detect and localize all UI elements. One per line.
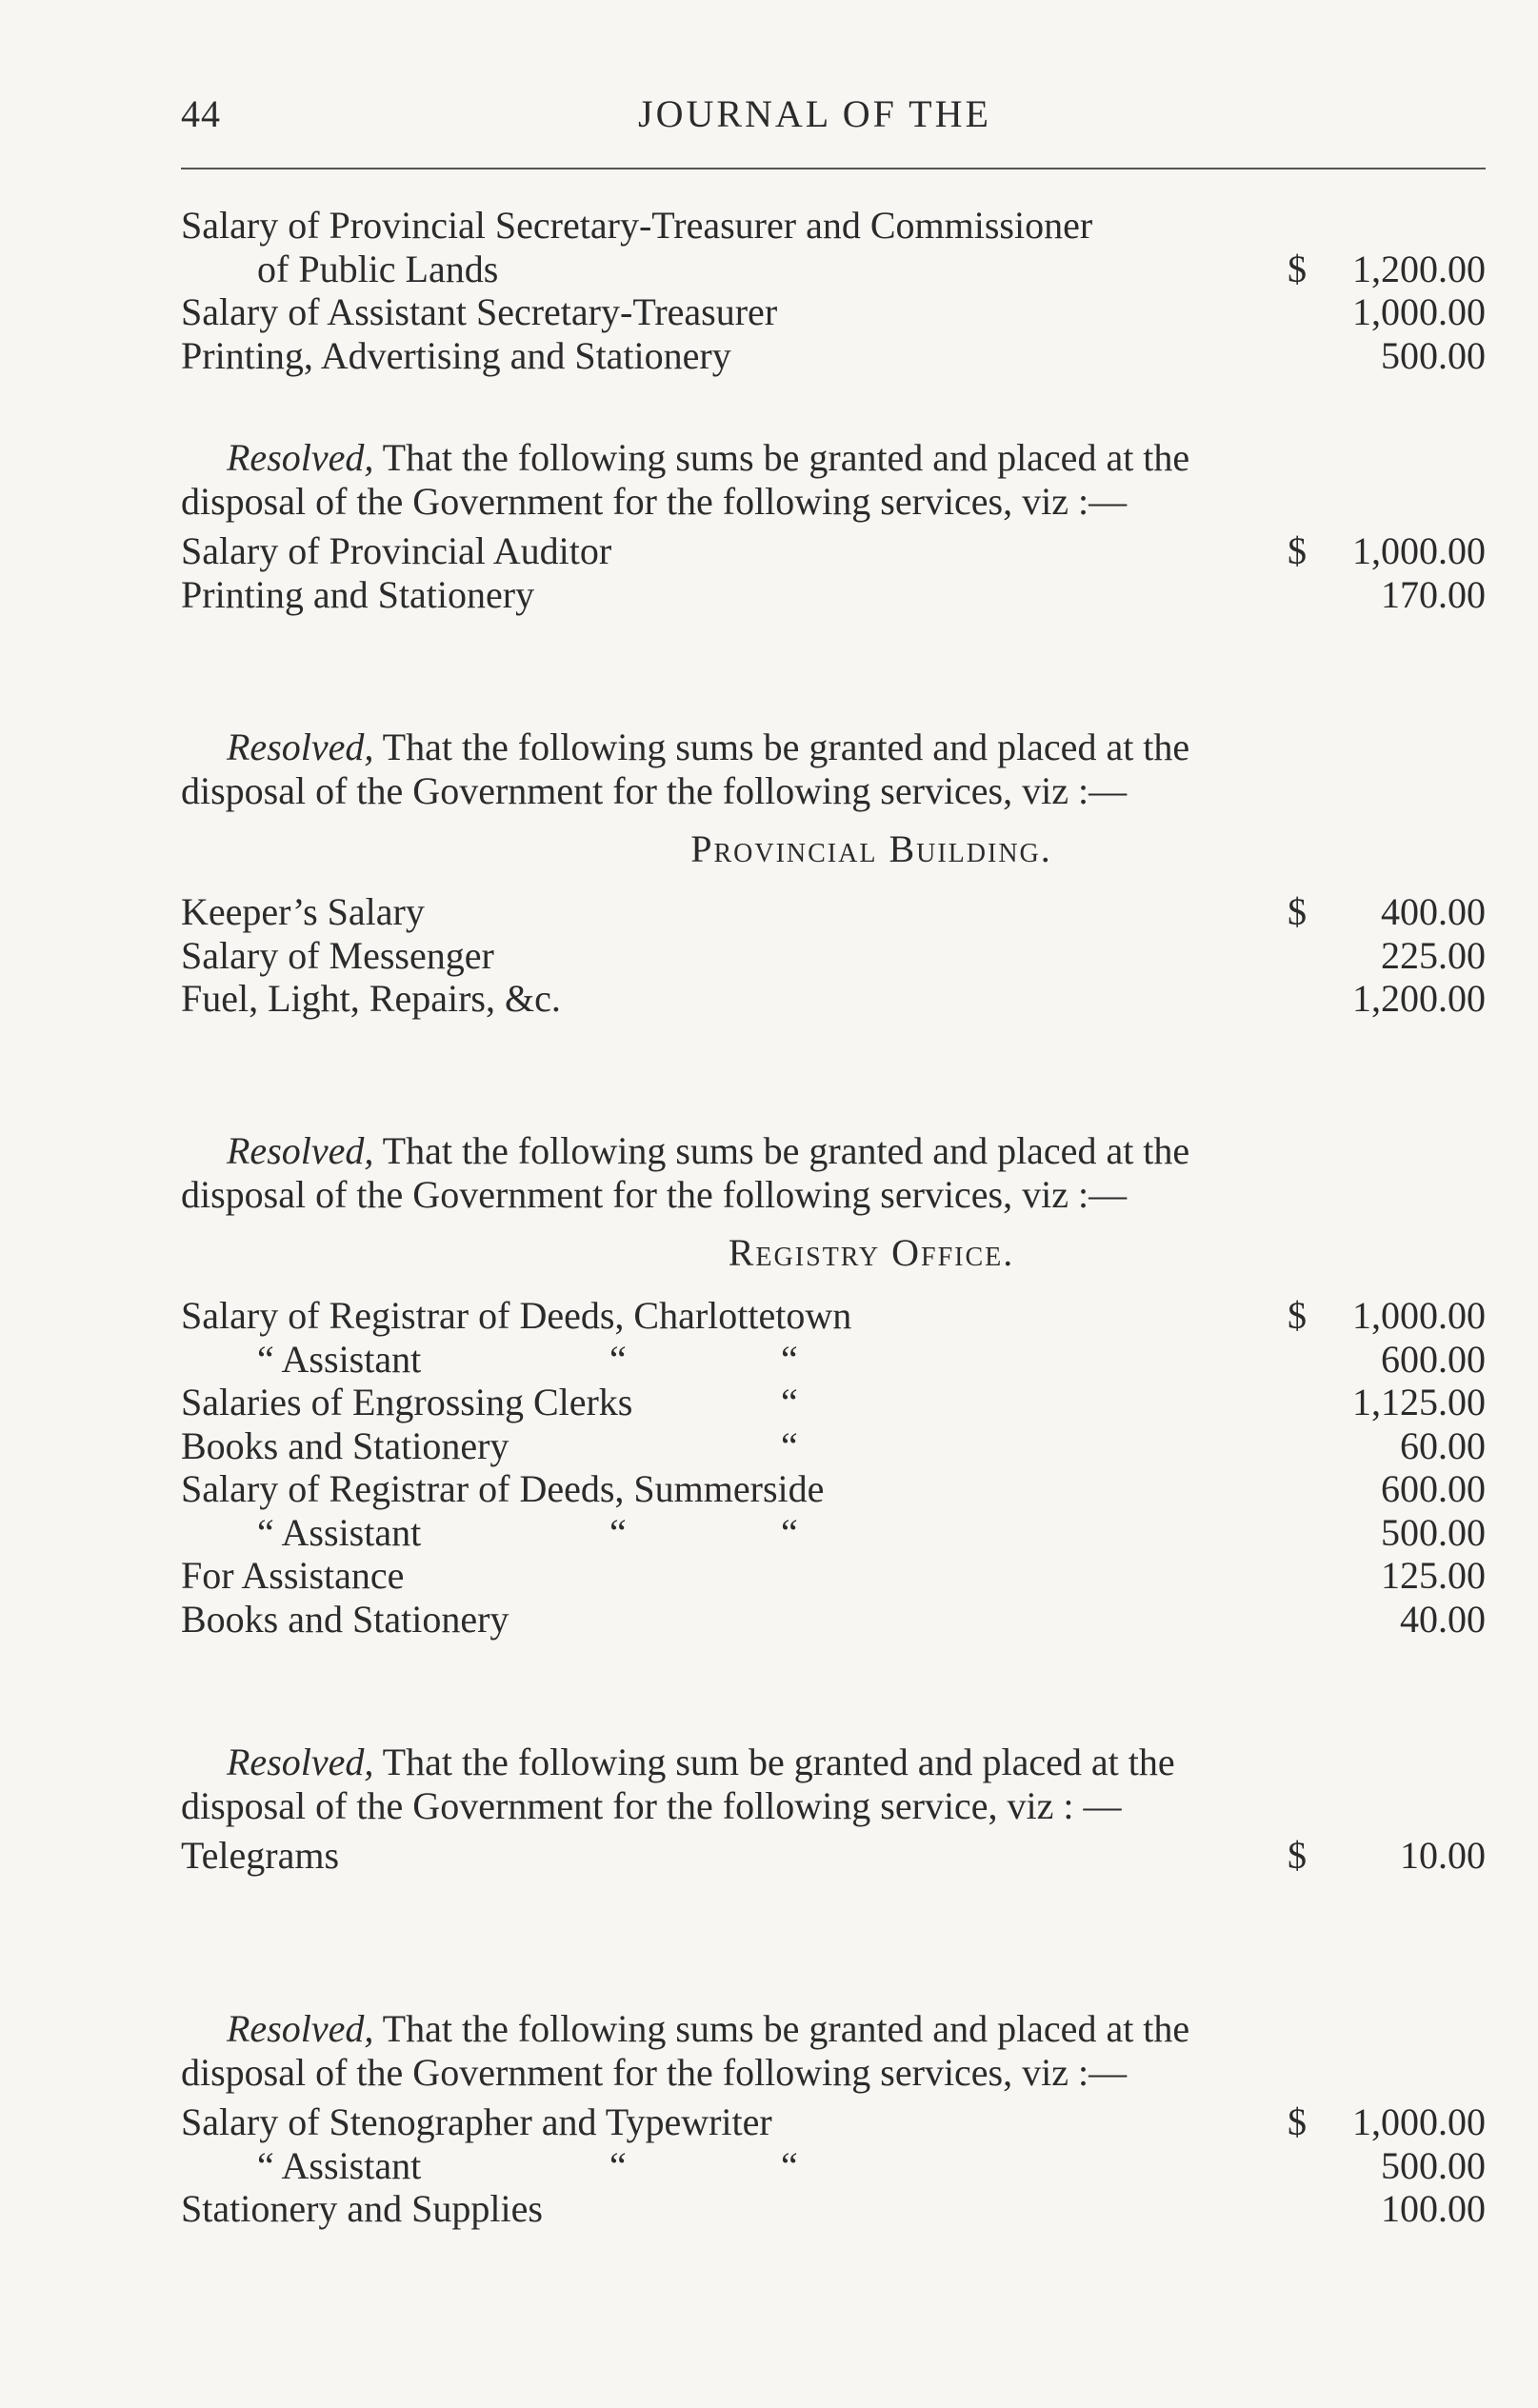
item-amount: 100.00 bbox=[1381, 2187, 1486, 2230]
appropriation-item bbox=[181, 1381, 1486, 1424]
journal-page bbox=[181, 0, 1486, 2408]
appropriation-item bbox=[181, 1834, 1486, 1878]
resolution-section bbox=[181, 1129, 1486, 1641]
item-amount: 1,000.00 bbox=[1352, 1294, 1486, 1337]
item-label: Salary of Provincial Auditor bbox=[181, 529, 612, 572]
dollar-sign: $ bbox=[1288, 1294, 1307, 1337]
appropriation-list bbox=[181, 1834, 1486, 1878]
resolution-text bbox=[181, 436, 1276, 524]
running-title: JOURNAL OF THE bbox=[638, 92, 991, 135]
appropriation-list bbox=[181, 529, 1486, 616]
item-amount: 1,000.00 bbox=[1352, 2100, 1486, 2143]
item-amount: 400.00 bbox=[1381, 890, 1486, 933]
item-amount: 500.00 bbox=[1381, 2143, 1486, 2187]
appropriation-list bbox=[181, 204, 1486, 377]
item-amount: 500.00 bbox=[1381, 333, 1486, 377]
item-label: Salary of Messenger bbox=[181, 933, 494, 977]
item-amount: 1,200.00 bbox=[1352, 247, 1486, 290]
resolved-word: Resolved, bbox=[227, 726, 374, 768]
resolution-body: That the following sums be granted and placed at the disposal of the Government for the following services, viz :— bbox=[181, 436, 1190, 523]
ditto-mark: “ bbox=[781, 1510, 798, 1554]
item-amount: 10.00 bbox=[1400, 1834, 1486, 1877]
appropriation-item bbox=[181, 529, 1486, 573]
page-header bbox=[181, 91, 1486, 149]
item-label: Fuel, Light, Repairs, &c. bbox=[181, 977, 561, 1020]
resolution-body: That the following sum be granted and placed at the disposal of the Government for the following service, viz : — bbox=[181, 1741, 1175, 1827]
resolution-text bbox=[181, 1129, 1276, 1217]
appropriation-item bbox=[181, 977, 1486, 1021]
appropriation-item bbox=[181, 1338, 1486, 1382]
dollar-sign: $ bbox=[1288, 1834, 1307, 1877]
resolution-body: That the following sums be granted and placed at the disposal of the Government for the following services, viz :— bbox=[181, 1129, 1190, 1216]
resolution-body: That the following sums be granted and placed at the disposal of the Government for the following services, viz :— bbox=[181, 726, 1190, 812]
appropriation-list bbox=[181, 1294, 1486, 1641]
item-label: Salaries of Engrossing Clerks bbox=[181, 1381, 633, 1423]
dollar-sign: $ bbox=[1288, 890, 1307, 933]
item-label: For Assistance bbox=[181, 1554, 405, 1597]
header-rule bbox=[181, 168, 1486, 169]
appropriation-item bbox=[181, 1554, 1486, 1598]
appropriation-item bbox=[181, 290, 1486, 334]
item-amount: 1,200.00 bbox=[1352, 977, 1486, 1020]
appropriation-item bbox=[181, 1294, 1486, 1338]
dollar-sign: $ bbox=[1288, 247, 1307, 290]
item-amount: 1,000.00 bbox=[1352, 529, 1486, 572]
resolution-section bbox=[181, 204, 1486, 377]
item-label: Salary of Provincial Secretary-Treasurer and Commissioner bbox=[181, 204, 1093, 247]
resolution-text bbox=[181, 1741, 1276, 1828]
appropriation-item bbox=[181, 573, 1486, 617]
item-amount: 40.00 bbox=[1400, 1597, 1486, 1641]
item-label: “ Assistant bbox=[257, 2143, 422, 2187]
resolution-section bbox=[181, 1741, 1486, 1878]
resolved-word: Resolved, bbox=[227, 1129, 374, 1172]
resolved-word: Resolved, bbox=[227, 1741, 374, 1783]
item-amount: 125.00 bbox=[1381, 1554, 1486, 1597]
item-amount: 170.00 bbox=[1381, 572, 1486, 616]
item-label: Salary of Registrar of Deeds, Summerside bbox=[181, 1467, 825, 1510]
item-label: Books and Stationery bbox=[181, 1423, 509, 1467]
resolution-text bbox=[181, 2007, 1276, 2095]
appropriation-item bbox=[181, 204, 1486, 248]
item-amount: 1,125.00 bbox=[1352, 1381, 1486, 1423]
resolution-section bbox=[181, 436, 1486, 616]
appropriation-item bbox=[181, 248, 1486, 291]
section-heading: Registry Office. bbox=[728, 1231, 1015, 1274]
appropriation-item bbox=[181, 1467, 1486, 1511]
item-label: Printing and Stationery bbox=[181, 572, 535, 616]
item-amount: 225.00 bbox=[1381, 933, 1486, 977]
resolved-word: Resolved, bbox=[227, 2007, 374, 2050]
item-label: Books and Stationery bbox=[181, 1597, 509, 1641]
item-label: Stationery and Supplies bbox=[181, 2187, 543, 2230]
appropriation-item bbox=[181, 1511, 1486, 1555]
appropriation-item bbox=[181, 334, 1486, 378]
item-label: Salary of Assistant Secretary-Treasurer bbox=[181, 290, 778, 333]
item-label: Salary of Stenographer and Typewriter bbox=[181, 2100, 772, 2143]
ditto-mark: “ bbox=[781, 1423, 798, 1467]
item-amount: 60.00 bbox=[1400, 1423, 1486, 1467]
appropriation-item bbox=[181, 2144, 1486, 2188]
item-amount: 1,000.00 bbox=[1352, 290, 1486, 333]
appropriation-item bbox=[181, 2100, 1486, 2144]
item-label: Printing, Advertising and Stationery bbox=[181, 333, 731, 377]
appropriation-item bbox=[181, 934, 1486, 978]
ditto-mark: “ bbox=[609, 2143, 627, 2187]
item-amount: 500.00 bbox=[1381, 1510, 1486, 1554]
appropriation-item bbox=[181, 2187, 1486, 2231]
dollar-sign: $ bbox=[1288, 529, 1307, 572]
appropriation-item bbox=[181, 1424, 1486, 1468]
resolution-section bbox=[181, 726, 1486, 1021]
item-label: Telegrams bbox=[181, 1834, 340, 1877]
ditto-mark: “ bbox=[781, 1337, 798, 1381]
ditto-mark: “ bbox=[781, 1381, 798, 1423]
item-label: “ Assistant bbox=[257, 1337, 422, 1381]
resolution-section bbox=[181, 2007, 1486, 2231]
ditto-mark: “ bbox=[609, 1337, 627, 1381]
section-heading: Provincial Building. bbox=[690, 827, 1052, 870]
appropriation-list bbox=[181, 2100, 1486, 2231]
resolved-word: Resolved, bbox=[227, 436, 374, 479]
appropriation-item bbox=[181, 890, 1486, 934]
item-label: “ Assistant bbox=[257, 1510, 422, 1554]
ditto-mark: “ bbox=[609, 1510, 627, 1554]
page-number: 44 bbox=[181, 92, 221, 135]
item-label: of Public Lands bbox=[257, 247, 499, 290]
item-amount: 600.00 bbox=[1381, 1467, 1486, 1510]
item-label: Salary of Registrar of Deeds, Charlottetown bbox=[181, 1294, 852, 1337]
resolution-body: That the following sums be granted and placed at the disposal of the Government for the following services, viz :— bbox=[181, 2007, 1190, 2094]
appropriation-list bbox=[181, 890, 1486, 1021]
item-label: Keeper’s Salary bbox=[181, 890, 425, 933]
resolution-text bbox=[181, 726, 1276, 813]
appropriation-item bbox=[181, 1598, 1486, 1642]
ditto-mark: “ bbox=[781, 2143, 798, 2187]
dollar-sign: $ bbox=[1288, 2100, 1307, 2143]
item-amount: 600.00 bbox=[1381, 1337, 1486, 1381]
